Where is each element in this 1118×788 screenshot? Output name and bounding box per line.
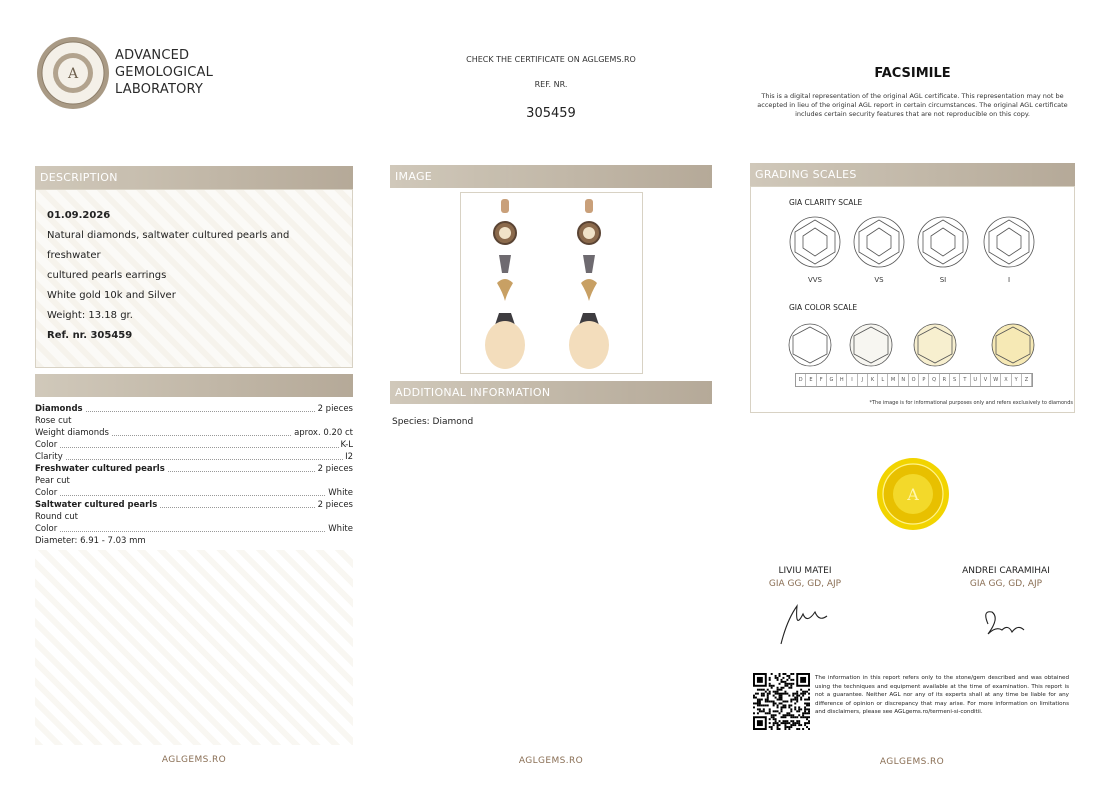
detail-value: 2 pieces — [317, 500, 353, 510]
detail-value: 2 pieces — [317, 464, 353, 474]
svg-text:A: A — [67, 66, 79, 82]
color-letter: O — [909, 374, 919, 386]
color-letter: J — [858, 374, 868, 386]
signer1-name: LIVIU MATEI — [778, 566, 832, 576]
detail-value: 2 pieces — [317, 404, 353, 414]
footer-link-left[interactable]: AGLGEMS.RO — [161, 755, 227, 765]
color-letter: S — [950, 374, 960, 386]
detail-label: Color — [35, 440, 58, 450]
grading-note: *The image is for informational purposes only and refers exclusively to diamonds — [869, 400, 1073, 406]
check-certificate-text: CHECK THE CERTIFICATE ON AGLGEMS.RO — [466, 55, 636, 64]
gold-seal-icon — [876, 457, 950, 531]
details-list — [35, 403, 353, 547]
description-line2: cultured pearls earrings — [47, 270, 167, 281]
detail-row — [35, 499, 353, 511]
details-header — [35, 374, 353, 397]
detail-value: K-L — [340, 440, 353, 450]
detail-label: Rose cut — [35, 416, 72, 426]
color-letter: W — [991, 374, 1001, 386]
agl-seal-logo — [36, 36, 110, 110]
color-letter: F — [817, 374, 827, 386]
color-letter: Q — [929, 374, 939, 386]
detail-row — [35, 475, 353, 487]
description-metal: White gold 10k and Silver — [47, 290, 176, 301]
species-text: Species: Diamond — [392, 417, 474, 427]
certificate-date: 01.09.2026 — [47, 210, 111, 221]
footer-link-right[interactable]: AGLGEMS.RO — [879, 757, 945, 767]
detail-row — [35, 403, 353, 415]
description-weight: Weight: 13.18 gr. — [47, 310, 133, 321]
detail-row — [35, 511, 353, 523]
ref-value: 305459 — [526, 106, 576, 121]
color-letter: U — [971, 374, 981, 386]
earrings-image — [460, 192, 643, 374]
detail-value: White — [328, 524, 353, 534]
detail-label: Weight diamonds — [35, 428, 109, 438]
color-letter-scale — [795, 373, 1033, 387]
qr-code-icon[interactable] — [753, 673, 810, 730]
facsimile-title: FACSIMILE — [874, 66, 951, 81]
detail-label: Clarity — [35, 452, 63, 462]
ref-label: REF. NR. — [534, 80, 568, 89]
grading-header: GRADING SCALES — [750, 163, 1075, 186]
clarity-label-i: I — [1007, 276, 1011, 284]
image-header: IMAGE — [390, 165, 712, 188]
detail-label: Pear cut — [35, 476, 70, 486]
detail-value: White — [328, 488, 353, 498]
clarity-scale-title: GIA CLARITY SCALE — [789, 198, 863, 207]
color-letter: E — [806, 374, 816, 386]
lab-name-line3: LABORATORY — [115, 82, 204, 97]
detail-label: Saltwater cultured pearls — [35, 500, 158, 510]
description-ref: Ref. nr. 305459 — [47, 330, 133, 341]
earrings-illustration — [461, 193, 644, 375]
detail-row — [35, 415, 353, 427]
color-letter: D — [796, 374, 806, 386]
description-line1: Natural diamonds, saltwater cultured pearls and freshwater — [47, 230, 290, 261]
color-letter: V — [981, 374, 991, 386]
facsimile-text: This is a digital representation of the original AGL certificate. This representation may not be accepted in lieu of the original AGL report in certain circumstances. The original AGL certificate includes certain security features that are not reproducible on this copy. — [757, 92, 1068, 118]
signer1-creds: GIA GG, GD, AJP — [768, 579, 842, 589]
color-letter: I — [847, 374, 857, 386]
color-letter: Y — [1012, 374, 1022, 386]
detail-row — [35, 487, 353, 499]
detail-row — [35, 439, 353, 451]
detail-row — [35, 523, 353, 535]
color-letter: G — [827, 374, 837, 386]
clarity-label-vs: VS — [874, 276, 884, 284]
detail-value: aprox. 0.20 ct — [294, 428, 353, 438]
color-letter: Z — [1022, 374, 1032, 386]
color-letter: K — [868, 374, 878, 386]
color-letter: H — [837, 374, 847, 386]
color-letter: X — [1001, 374, 1011, 386]
detail-row — [35, 535, 353, 547]
color-letter: R — [940, 374, 950, 386]
background-pattern — [35, 550, 353, 745]
color-diamonds — [785, 321, 1045, 369]
disclaimer-text: The information in this report refers only to the stone/gem described and was obtained using the techniques and equipment available at the time of examination. This report is not a guarantee. Neither AGL nor any of its experts shall at any time be liable for any difference of opinion or discrepancy that may arise. For more information on limitations and disclaimers, please see AGLgems.ro/termeni-si-conditii. — [815, 675, 1069, 716]
clarity-label-vvs: VVS — [807, 276, 823, 284]
detail-label: Diameter: 6.91 - 7.03 mm — [35, 536, 146, 546]
clarity-label-si: SI — [939, 276, 947, 284]
color-letter: P — [919, 374, 929, 386]
color-letter: T — [960, 374, 970, 386]
signer2-name: ANDREI CARAMIHAI — [962, 566, 1050, 576]
signer1-signature — [775, 600, 835, 648]
color-scale-title: GIA COLOR SCALE — [789, 303, 858, 312]
detail-row — [35, 427, 353, 439]
signer2-signature — [978, 604, 1034, 644]
clarity-diamonds — [785, 214, 1045, 270]
detail-label: Diamonds — [35, 404, 83, 414]
detail-label: Color — [35, 488, 58, 498]
svg-text:A: A — [907, 485, 919, 504]
detail-row — [35, 463, 353, 475]
additional-info-header: ADDITIONAL INFORMATION — [390, 381, 712, 404]
detail-label: Color — [35, 524, 58, 534]
footer-link-center[interactable]: AGLGEMS.RO — [518, 756, 584, 766]
description-box — [35, 189, 353, 368]
color-letter: N — [899, 374, 909, 386]
color-letter: M — [888, 374, 898, 386]
detail-row — [35, 451, 353, 463]
detail-label: Round cut — [35, 512, 78, 522]
color-letter: L — [878, 374, 888, 386]
lab-name — [115, 47, 213, 98]
lab-name-line1: ADVANCED — [115, 48, 190, 63]
detail-value: I2 — [345, 452, 353, 462]
signer2-creds: GIA GG, GD, AJP — [969, 579, 1043, 589]
lab-name-line2: GEMOLOGICAL — [115, 65, 214, 80]
description-header: DESCRIPTION — [35, 166, 353, 189]
detail-label: Freshwater cultured pearls — [35, 464, 165, 474]
